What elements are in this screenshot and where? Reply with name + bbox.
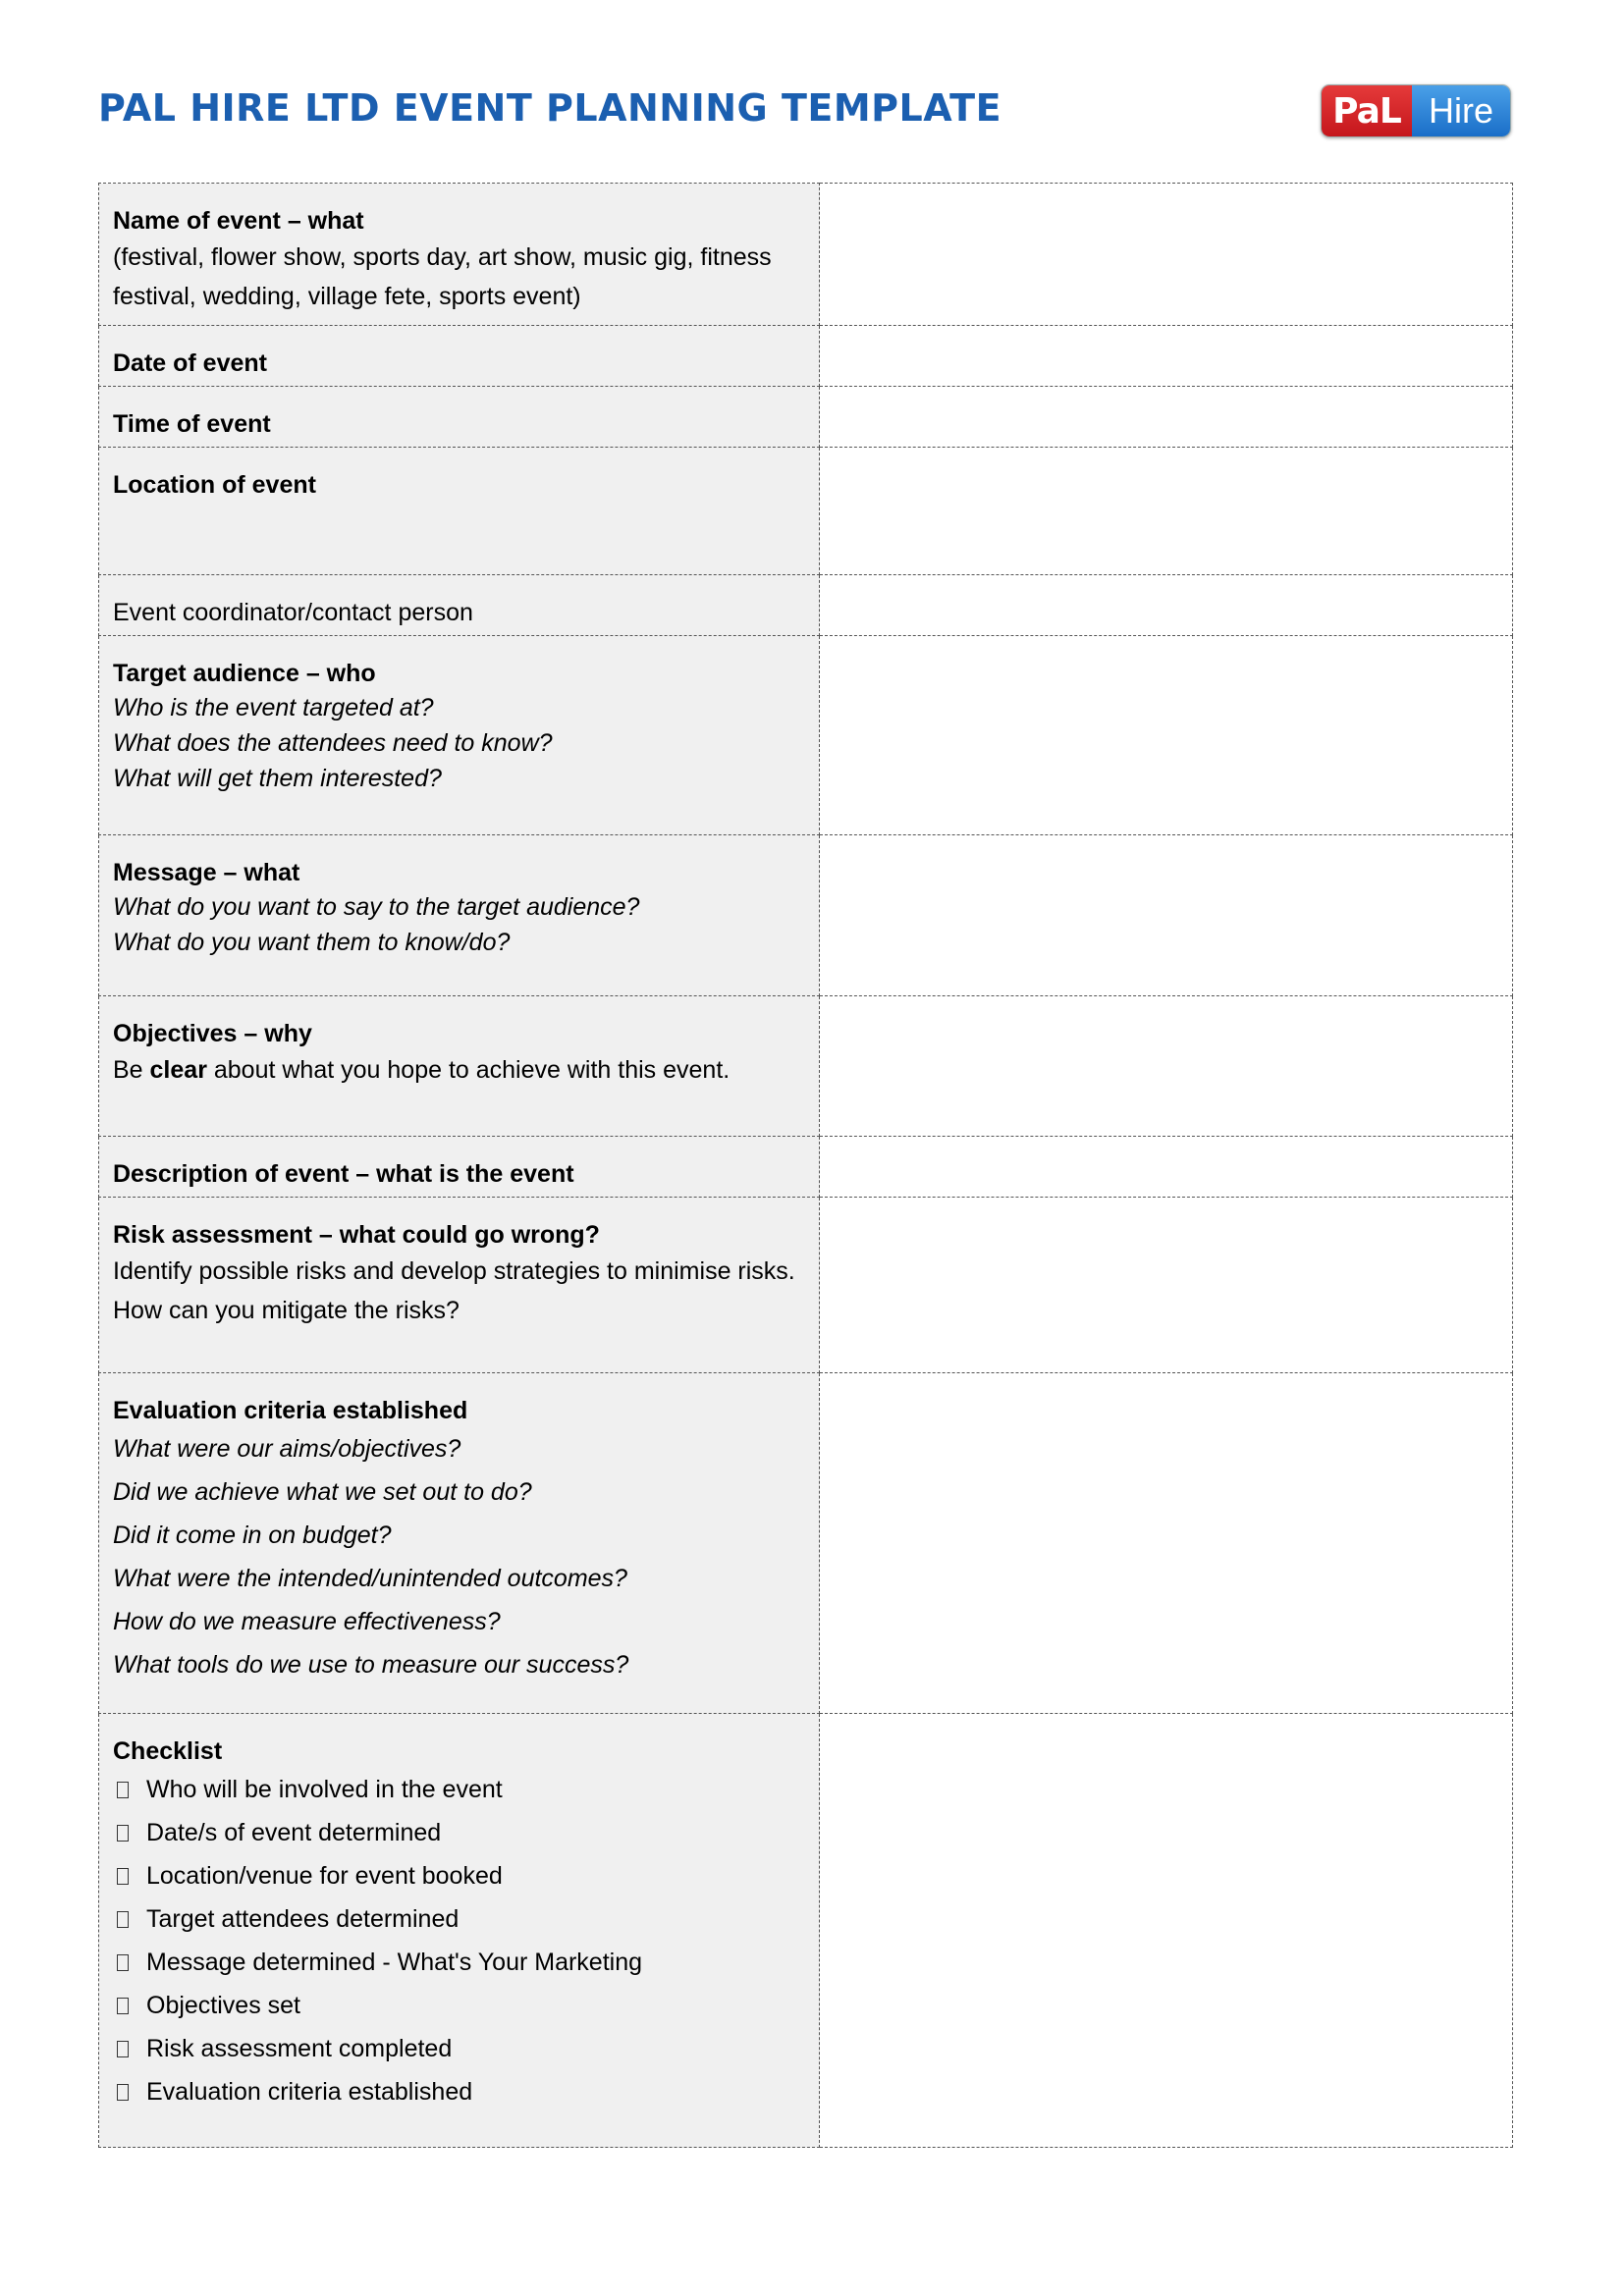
checklist-item [113,1941,805,1984]
target-audience-question: Who is the event targeted at? [113,694,434,721]
row-description-of-event [99,1137,1513,1198]
checklist-item-label: Target attendees determined [146,1905,460,1933]
target-audience-title: Target audience – who [113,660,376,687]
row-name-of-event [99,184,1513,326]
label-evaluation-criteria [99,1373,820,1714]
logo-hire-text: Hire [1412,85,1510,136]
checklist-item [113,2027,805,2070]
checklist-item [113,1897,805,1941]
checkbox-icon[interactable] [117,1911,129,1928]
name-of-event-title: Name of event – what [113,207,364,235]
checklist-item-label: Risk assessment completed [146,2035,453,2062]
checklist-field[interactable] [820,1714,1513,2148]
target-audience-question: What will get them interested? [113,765,442,792]
event-coordinator-title: Event coordinator/contact person [113,599,473,626]
row-checklist [99,1714,1513,2148]
checklist-title: Checklist [113,1737,223,1765]
message-question: What do you want to say to the target audience? [113,893,640,921]
checkbox-icon[interactable] [117,2041,129,2057]
location-of-event-field[interactable] [820,448,1513,575]
label-location-of-event [99,448,820,575]
event-planning-table [98,183,1513,2148]
label-description-of-event [99,1137,820,1198]
row-target-audience [99,636,1513,835]
target-audience-field[interactable] [820,636,1513,835]
checklist-item-label: Date/s of event determined [146,1819,442,1846]
time-of-event-title: Time of event [113,410,271,438]
checkbox-icon[interactable] [117,1998,129,2014]
checklist-item-label: Who will be involved in the event [146,1776,503,1803]
objectives-field[interactable] [820,996,1513,1137]
row-location-of-event [99,448,1513,575]
target-audience-question: What does the attendees need to know? [113,729,553,757]
evaluation-question: Did it come in on budget? [113,1522,392,1549]
evaluation-question: What were our aims/objectives? [113,1435,461,1463]
checkbox-icon[interactable] [117,2084,129,2101]
checklist-item [113,1811,805,1854]
logo-pal-text: PaL [1322,85,1412,136]
checklist-item-label: Evaluation criteria established [146,2078,473,2106]
label-target-audience [99,636,820,835]
label-time-of-event [99,387,820,448]
label-name-of-event [99,184,820,326]
label-checklist [99,1714,820,2148]
pal-hire-logo [1321,84,1511,137]
time-of-event-field[interactable] [820,387,1513,448]
evaluation-question: Did we achieve what we set out to do? [113,1478,532,1506]
date-of-event-title: Date of event [113,349,267,377]
label-event-coordinator [99,575,820,636]
objectives-desc-before: Be [113,1056,150,1084]
checkbox-icon[interactable] [117,1868,129,1885]
message-field[interactable] [820,835,1513,996]
message-title: Message – what [113,859,300,886]
label-objectives [99,996,820,1137]
name-of-event-desc: (festival, flower show, sports day, art show, music gig, fitness festival, wedding, village fete, sports event) [113,243,772,310]
event-coordinator-field[interactable] [820,575,1513,636]
evaluation-criteria-field[interactable] [820,1373,1513,1714]
objectives-title: Objectives – why [113,1020,312,1047]
checklist-item-label: Objectives set [146,1992,301,2019]
row-event-coordinator [99,575,1513,636]
checklist-item [113,1984,805,2027]
name-of-event-field[interactable] [820,184,1513,326]
description-of-event-field[interactable] [820,1137,1513,1198]
description-of-event-title: Description of event – what is the event [113,1160,574,1188]
label-message [99,835,820,996]
row-time-of-event [99,387,1513,448]
row-date-of-event [99,326,1513,387]
objectives-desc-after: about what you hope to achieve with this event. [206,1056,731,1084]
evaluation-question: How do we measure effectiveness? [113,1608,501,1635]
evaluation-question: What tools do we use to measure our success? [113,1651,629,1679]
risk-assessment-title: Risk assessment – what could go wrong? [113,1221,600,1249]
label-risk-assessment [99,1198,820,1373]
checklist-item [113,1854,805,1897]
page-title: PAL HIRE LTD EVENT PLANNING TEMPLATE [98,86,1002,130]
checklist-item-label: Location/venue for event booked [146,1862,503,1890]
checkbox-icon[interactable] [117,1782,129,1798]
evaluation-criteria-title: Evaluation criteria established [113,1397,468,1424]
label-date-of-event [99,326,820,387]
objectives-desc-bold: clear [149,1056,207,1084]
row-objectives [99,996,1513,1137]
location-of-event-title: Location of event [113,471,316,499]
evaluation-question: What were the intended/unintended outcomes? [113,1565,627,1592]
checklist-item [113,1768,805,1811]
row-risk-assessment [99,1198,1513,1373]
checklist-item [113,2070,805,2113]
row-message [99,835,1513,996]
objectives-desc [113,1050,805,1090]
risk-assessment-field[interactable] [820,1198,1513,1373]
checkbox-icon[interactable] [117,1825,129,1842]
date-of-event-field[interactable] [820,326,1513,387]
risk-assessment-desc: Identify possible risks and develop strategies to minimise risks. How can you mitigate the risks? [113,1257,795,1324]
message-question: What do you want them to know/do? [113,929,511,956]
checkbox-icon[interactable] [117,1954,129,1971]
checklist-item-label: Message determined - What's Your Marketing [146,1949,643,1976]
row-evaluation-criteria [99,1373,1513,1714]
